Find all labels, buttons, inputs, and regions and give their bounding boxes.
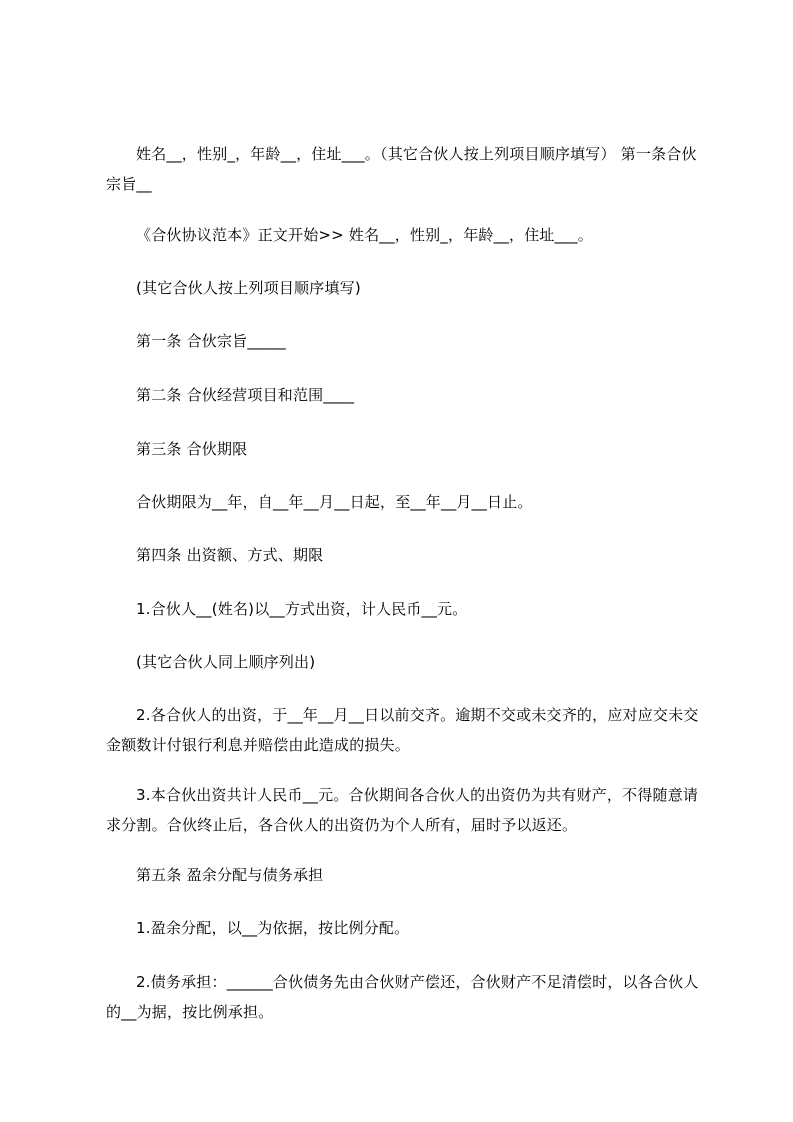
article-2-heading: 第二条 合伙经营项目和范围____ xyxy=(136,386,355,404)
paragraph-profit-distribution: 1.盈余分配，以__为依据，按比例分配。 xyxy=(136,919,410,937)
paragraph-term: 合伙期限为__年，自__年__月__日起，至__年__月__日止。 xyxy=(136,493,533,511)
paragraph-body-start: 《合伙协议范本》正文开始>> 姓名__，性别_，年龄__，住址___。 xyxy=(136,226,593,244)
paragraph-contribution-3: 3.本合伙出资共计人民币__元。合伙期间各合伙人的出资仍为共有财产，不得随意请求分割。合伙终止后，各合伙人的出资仍为个人所有，届时予以返还。 xyxy=(106,786,699,834)
article-1-heading: 第一条 合伙宗旨_____ xyxy=(136,332,286,350)
paragraph-partner-info: 姓名__，性别_，年龄__，住址___。（其它合伙人按上列项目顺序填写） 第一条合伙宗旨__ xyxy=(106,145,697,193)
article-3-heading: 第三条 合伙期限 xyxy=(136,440,248,458)
paragraph-note-contribution: (其它合伙人同上顺序列出) xyxy=(136,653,316,671)
article-4-heading: 第四条 出资额、方式、期限 xyxy=(136,546,324,564)
article-5-heading: 第五条 盈余分配与债务承担 xyxy=(136,866,324,884)
paragraph-contribution-1: 1.合伙人__(姓名)以__方式出资，计人民币__元。 xyxy=(136,600,468,618)
paragraph-debt-liability: 2.债务承担：______合伙债务先由合伙财产偿还，合伙财产不足清偿时，以各合伙人的__为据，按比例承担。 xyxy=(106,973,699,1021)
paragraph-contribution-2: 2.各合伙人的出资，于__年__月__日以前交齐。逾期不交或未交齐的，应对应交未交金额数计付银行利息并赔偿由此造成的损失。 xyxy=(106,706,699,754)
paragraph-note-other-partners: (其它合伙人按上列项目顺序填写) xyxy=(136,279,361,297)
